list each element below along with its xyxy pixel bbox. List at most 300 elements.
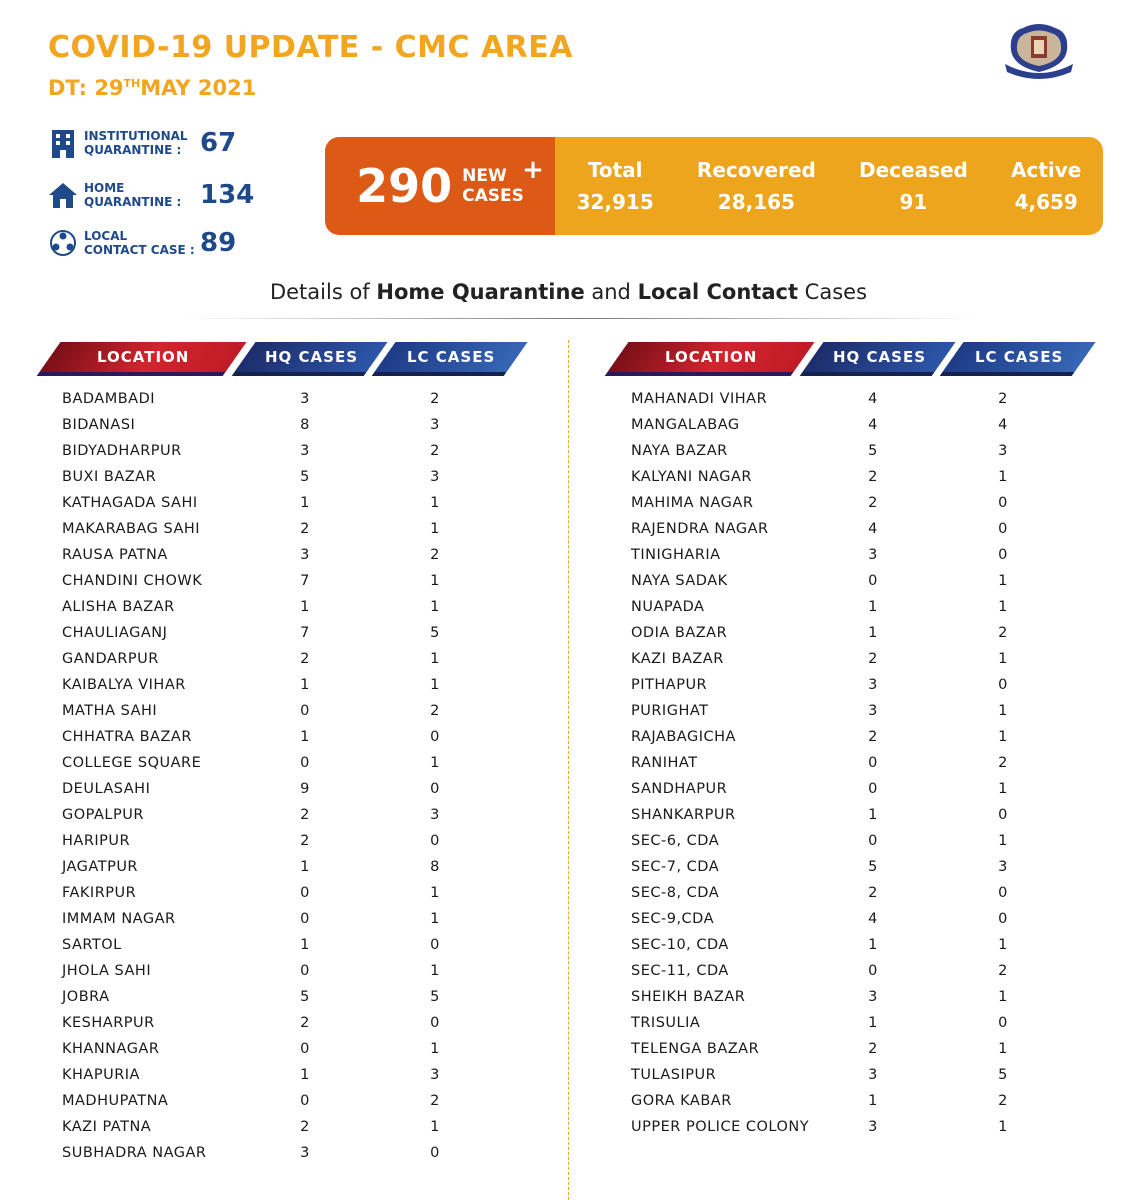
location-cell: KAIBALYA VIHAR <box>62 677 186 693</box>
table-row <box>631 755 1111 781</box>
location-cell: COLLEGE SQUARE <box>62 755 202 771</box>
report-date <box>48 76 256 100</box>
lc-cases-cell: 3 <box>430 807 440 823</box>
table-row <box>62 833 542 859</box>
table-row <box>62 495 542 521</box>
table-row <box>62 703 542 729</box>
location-cell: SEC-8, CDA <box>631 885 720 901</box>
lc-cases-cell: 2 <box>430 391 440 407</box>
hq-cases-cell: 2 <box>300 1015 310 1031</box>
hq-cases-cell: 0 <box>300 963 310 979</box>
stat-value: 91 <box>899 190 928 214</box>
hq-cases-cell: 2 <box>868 1041 878 1057</box>
location-cell: SHANKARPUR <box>631 807 736 823</box>
location-cell: SEC-7, CDA <box>631 859 720 875</box>
building-icon <box>48 128 78 158</box>
lc-cases-cell: 2 <box>430 547 440 563</box>
location-cell: JOBRA <box>62 989 110 1005</box>
hq-cases-cell: 3 <box>868 677 878 693</box>
local-value: 89 <box>200 228 237 258</box>
table-row <box>62 1093 542 1119</box>
hq-cases-cell: 4 <box>868 417 878 433</box>
hq-cases-cell: 2 <box>868 885 878 901</box>
hq-cases-cell: 0 <box>300 1093 310 1109</box>
location-cell: MAHANADI VIHAR <box>631 391 768 407</box>
lc-cases-cell: 1 <box>430 677 440 693</box>
lc-cases-cell: 5 <box>998 1067 1008 1083</box>
lc-cases-cell: 2 <box>430 1093 440 1109</box>
lc-cases-cell: 1 <box>998 703 1008 719</box>
lc-cases-cell: 2 <box>998 963 1008 979</box>
table-row <box>631 911 1111 937</box>
lc-cases-cell: 1 <box>430 963 440 979</box>
cases-banner <box>325 137 1103 235</box>
hq-cases-cell: 0 <box>868 573 878 589</box>
table-row <box>62 469 542 495</box>
lc-cases-cell: 1 <box>430 521 440 537</box>
hq-cases-cell: 1 <box>868 625 878 641</box>
location-cell: BIDANASI <box>62 417 136 433</box>
local-label-line1: LOCAL <box>84 229 128 243</box>
location-cell: NAYA BAZAR <box>631 443 728 459</box>
location-cell: TELENGA BAZAR <box>631 1041 760 1057</box>
lc-cases-cell: 0 <box>430 833 440 849</box>
home-value: 134 <box>200 180 255 210</box>
table-row <box>631 677 1111 703</box>
lc-cases-cell: 1 <box>430 599 440 615</box>
table-row <box>62 521 542 547</box>
stat-total <box>577 158 654 214</box>
location-cell: ODIA BAZAR <box>631 625 728 641</box>
institutional-label-line2: QUARANTINE : <box>84 143 182 157</box>
location-cell: MAHIMA NAGAR <box>631 495 754 511</box>
local-label <box>84 229 200 257</box>
table-row <box>631 729 1111 755</box>
table-row <box>631 651 1111 677</box>
location-cell: SEC-11, CDA <box>631 963 729 979</box>
lc-cases-cell: 1 <box>998 781 1008 797</box>
hq-cases-cell: 2 <box>868 651 878 667</box>
table-row <box>631 1041 1111 1067</box>
table-row <box>631 599 1111 625</box>
hq-cases-cell: 8 <box>300 417 310 433</box>
location-cell: KHAPURIA <box>62 1067 140 1083</box>
header-lc-cases <box>374 342 527 372</box>
lc-cases-cell: 1 <box>430 495 440 511</box>
location-cell: SANDHAPUR <box>631 781 728 797</box>
hq-cases-cell: 7 <box>300 573 310 589</box>
stat-label: Deceased <box>858 158 968 182</box>
new-cases-label <box>462 155 544 206</box>
subtitle-part: Details of <box>269 280 377 304</box>
lc-cases-cell: 1 <box>998 651 1008 667</box>
location-cell: MADHUPATNA <box>62 1093 169 1109</box>
table-row <box>631 391 1111 417</box>
table-row <box>62 1067 542 1093</box>
table-row <box>62 989 542 1015</box>
location-cell: MANGALABAG <box>631 417 740 433</box>
header-location <box>39 342 246 372</box>
location-cell: UPPER POLICE COLONY <box>631 1119 810 1135</box>
header-hq-label: HQ CASES <box>832 348 926 366</box>
lc-cases-cell: 4 <box>998 417 1008 433</box>
table-row <box>62 677 542 703</box>
lc-cases-cell: 5 <box>430 625 440 641</box>
lc-cases-cell: 5 <box>430 989 440 1005</box>
hq-cases-cell: 2 <box>300 521 310 537</box>
hq-cases-cell: 5 <box>868 443 878 459</box>
location-cell: KAZI PATNA <box>62 1119 152 1135</box>
lc-cases-cell: 0 <box>430 1015 440 1031</box>
location-cell: HARIPUR <box>62 833 131 849</box>
hq-cases-cell: 7 <box>300 625 310 641</box>
header-location-label: LOCATION <box>664 348 758 366</box>
hq-cases-cell: 0 <box>868 755 878 771</box>
hq-cases-cell: 0 <box>868 833 878 849</box>
plus-icon: + <box>522 155 544 185</box>
table-row <box>62 859 542 885</box>
table-row <box>62 417 542 443</box>
hq-cases-cell: 0 <box>300 1041 310 1057</box>
table-row <box>631 625 1111 651</box>
home-label-line2: QUARANTINE : <box>84 195 182 209</box>
location-cell: RAUSA PATNA <box>62 547 168 563</box>
table-row <box>631 417 1111 443</box>
contacts-icon <box>48 228 78 258</box>
cmc-logo-icon <box>1003 20 1075 80</box>
hq-cases-cell: 5 <box>868 859 878 875</box>
table-row <box>631 859 1111 885</box>
date-suffix-th: TH <box>123 77 141 90</box>
hq-cases-cell: 2 <box>300 651 310 667</box>
lc-cases-cell: 0 <box>998 547 1008 563</box>
home-quarantine <box>48 180 254 210</box>
lc-cases-cell: 3 <box>998 443 1008 459</box>
lc-cases-cell: 1 <box>998 1041 1008 1057</box>
hq-cases-cell: 0 <box>300 703 310 719</box>
table-row <box>62 1015 542 1041</box>
new-cases-label-line2: CASES <box>462 186 524 206</box>
hq-cases-cell: 0 <box>868 963 878 979</box>
table-row <box>631 573 1111 599</box>
lc-cases-cell: 1 <box>430 573 440 589</box>
location-cell: GANDARPUR <box>62 651 159 667</box>
subtitle-bold-hq: Home Quarantine <box>376 280 585 304</box>
hq-cases-cell: 1 <box>868 1093 878 1109</box>
location-cell: DEULASAHI <box>62 781 151 797</box>
hq-cases-cell: 1 <box>300 937 310 953</box>
location-cell: MATHA SAHI <box>62 703 158 719</box>
header-hq-label: HQ CASES <box>264 348 358 366</box>
institutional-value: 67 <box>200 128 237 158</box>
table-row <box>62 573 542 599</box>
location-cell: MAKARABAG SAHI <box>62 521 201 537</box>
lc-cases-cell: 1 <box>998 469 1008 485</box>
lc-cases-cell: 1 <box>430 755 440 771</box>
location-cell: PURIGHAT <box>631 703 709 719</box>
lc-cases-cell: 3 <box>430 417 440 433</box>
hq-cases-cell: 2 <box>868 495 878 511</box>
lc-cases-cell: 3 <box>998 859 1008 875</box>
table-row <box>631 989 1111 1015</box>
table-row <box>631 547 1111 573</box>
lc-cases-cell: 1 <box>998 937 1008 953</box>
lc-cases-cell: 1 <box>998 573 1008 589</box>
location-cell: BUXI BAZAR <box>62 469 157 485</box>
table-row <box>631 469 1111 495</box>
lc-cases-cell: 0 <box>430 781 440 797</box>
date-rest: MAY 2021 <box>140 76 257 100</box>
subtitle-part: Cases <box>798 280 868 304</box>
location-cell: KESHARPUR <box>62 1015 155 1031</box>
location-cell: KALYANI NAGAR <box>631 469 752 485</box>
lc-cases-cell: 0 <box>430 937 440 953</box>
stat-active <box>1011 158 1081 214</box>
stat-label: Total <box>587 158 643 182</box>
hq-cases-cell: 5 <box>300 469 310 485</box>
lc-cases-cell: 3 <box>430 1067 440 1083</box>
table-row <box>62 781 542 807</box>
hq-cases-cell: 3 <box>868 1067 878 1083</box>
hq-cases-cell: 1 <box>300 1067 310 1083</box>
hq-cases-cell: 2 <box>868 469 878 485</box>
table-row <box>62 729 542 755</box>
lc-cases-cell: 2 <box>998 625 1008 641</box>
lc-cases-cell: 0 <box>998 885 1008 901</box>
stat-value: 4,659 <box>1014 190 1078 214</box>
location-cell: TINIGHARIA <box>631 547 721 563</box>
table-row <box>631 1015 1111 1041</box>
lc-cases-cell: 2 <box>998 391 1008 407</box>
hq-cases-cell: 3 <box>300 547 310 563</box>
location-cell: IMMAM NAGAR <box>62 911 176 927</box>
hq-cases-cell: 9 <box>300 781 310 797</box>
location-cell: NAYA SADAK <box>631 573 728 589</box>
hq-cases-cell: 1 <box>868 807 878 823</box>
hq-cases-cell: 2 <box>300 1119 310 1135</box>
institutional-label-line1: INSTITUTIONAL <box>84 129 188 143</box>
location-cell: SUBHADRA NAGAR <box>62 1145 207 1161</box>
location-cell: SEC-9,CDA <box>631 911 715 927</box>
institutional-label <box>84 129 200 157</box>
lc-cases-cell: 0 <box>998 807 1008 823</box>
lc-cases-cell: 1 <box>998 1119 1008 1135</box>
lc-cases-cell: 1 <box>998 729 1008 745</box>
lc-cases-cell: 0 <box>430 1145 440 1161</box>
location-cell: CHANDINI CHOWK <box>62 573 203 589</box>
hq-cases-cell: 2 <box>300 807 310 823</box>
table-subtitle <box>0 280 1137 304</box>
table-row <box>631 833 1111 859</box>
home-label <box>84 181 200 209</box>
hq-cases-cell: 1 <box>868 599 878 615</box>
lc-cases-cell: 1 <box>430 911 440 927</box>
table-row <box>631 495 1111 521</box>
header-location <box>607 342 814 372</box>
lc-cases-cell: 1 <box>998 989 1008 1005</box>
hq-cases-cell: 3 <box>300 391 310 407</box>
hq-cases-cell: 3 <box>868 989 878 1005</box>
table-row <box>62 391 542 417</box>
header-hq-cases <box>234 342 387 372</box>
lc-cases-cell: 1 <box>430 885 440 901</box>
location-cell: CHAULIAGANJ <box>62 625 168 641</box>
table-row <box>62 807 542 833</box>
location-cell: GORA KABAR <box>631 1093 732 1109</box>
location-cell: SHEIKH BAZAR <box>631 989 746 1005</box>
stat-deceased <box>859 158 968 214</box>
lc-cases-cell: 0 <box>998 495 1008 511</box>
table-row <box>631 781 1111 807</box>
location-cell: ALISHA BAZAR <box>62 599 175 615</box>
hq-cases-cell: 1 <box>868 937 878 953</box>
table-row <box>62 755 542 781</box>
hq-cases-cell: 5 <box>300 989 310 1005</box>
location-cell: TRISULIA <box>631 1015 701 1031</box>
lc-cases-cell: 2 <box>998 755 1008 771</box>
institutional-quarantine <box>48 128 236 158</box>
table-row <box>631 703 1111 729</box>
lc-cases-cell: 0 <box>430 729 440 745</box>
hq-cases-cell: 0 <box>300 755 310 771</box>
hq-cases-cell: 4 <box>868 521 878 537</box>
location-cell: SEC-10, CDA <box>631 937 729 953</box>
location-cell: JHOLA SAHI <box>62 963 152 979</box>
table-row <box>631 443 1111 469</box>
header-lc-label: LC CASES <box>406 348 496 366</box>
header-location-label: LOCATION <box>96 348 190 366</box>
lc-cases-cell: 1 <box>430 651 440 667</box>
hq-cases-cell: 3 <box>868 547 878 563</box>
location-cell: BIDYADHARPUR <box>62 443 182 459</box>
table-row <box>62 937 542 963</box>
header-hq-cases <box>802 342 955 372</box>
subtitle-bold-lc: Local Contact <box>637 280 798 304</box>
table-row <box>62 547 542 573</box>
location-cell: BADAMBADI <box>62 391 156 407</box>
date-prefix: DT: 29 <box>48 76 124 100</box>
hq-cases-cell: 1 <box>300 859 310 875</box>
location-cell: FAKIRPUR <box>62 885 137 901</box>
hq-cases-cell: 3 <box>300 1145 310 1161</box>
column-divider <box>568 340 570 1200</box>
table-row <box>631 1067 1111 1093</box>
table-row <box>631 1093 1111 1119</box>
home-icon <box>48 180 78 210</box>
header-lc-cases <box>942 342 1095 372</box>
stat-value: 32,915 <box>576 190 654 214</box>
hq-cases-cell: 4 <box>868 911 878 927</box>
hq-cases-cell: 3 <box>868 1119 878 1135</box>
hq-cases-cell: 1 <box>868 1015 878 1031</box>
subtitle-part: and <box>584 280 638 304</box>
location-cell: KAZI BAZAR <box>631 651 724 667</box>
table-row <box>62 443 542 469</box>
hq-cases-cell: 1 <box>300 495 310 511</box>
stats-block <box>555 137 1103 235</box>
lc-cases-cell: 1 <box>430 1119 440 1135</box>
hq-cases-cell: 4 <box>868 391 878 407</box>
location-cell: RAJENDRA NAGAR <box>631 521 769 537</box>
table-row <box>62 1145 542 1171</box>
table-row <box>62 963 542 989</box>
lc-cases-cell: 1 <box>430 1041 440 1057</box>
location-cell: RANIHAT <box>631 755 698 771</box>
hq-cases-cell: 1 <box>300 677 310 693</box>
hq-cases-cell: 3 <box>300 443 310 459</box>
local-label-line2: CONTACT CASE : <box>84 243 195 257</box>
lc-cases-cell: 8 <box>430 859 440 875</box>
table-row <box>62 885 542 911</box>
new-cases-count: 290 <box>356 159 453 213</box>
location-cell: GOPALPUR <box>62 807 144 823</box>
location-cell: NUAPADA <box>631 599 705 615</box>
stat-label: Recovered <box>696 158 816 182</box>
location-cell: KATHAGADA SAHI <box>62 495 198 511</box>
lc-cases-cell: 0 <box>998 521 1008 537</box>
hq-cases-cell: 0 <box>300 911 310 927</box>
hq-cases-cell: 3 <box>868 703 878 719</box>
lc-cases-cell: 2 <box>430 703 440 719</box>
lc-cases-cell: 2 <box>998 1093 1008 1109</box>
stat-value: 28,165 <box>717 190 795 214</box>
hq-cases-cell: 0 <box>300 885 310 901</box>
table-row <box>631 807 1111 833</box>
page-title: COVID-19 UPDATE - CMC AREA <box>48 30 573 65</box>
table-row <box>631 521 1111 547</box>
lc-cases-cell: 0 <box>998 911 1008 927</box>
table-row <box>631 937 1111 963</box>
stat-recovered <box>697 158 816 214</box>
lc-cases-cell: 1 <box>998 833 1008 849</box>
location-cell: CHHATRA BAZAR <box>62 729 192 745</box>
home-label-line1: HOME <box>84 181 125 195</box>
hq-cases-cell: 2 <box>868 729 878 745</box>
location-cell: SARTOL <box>62 937 122 953</box>
location-cell: SEC-6, CDA <box>631 833 720 849</box>
header-lc-label: LC CASES <box>974 348 1064 366</box>
table-row <box>62 1119 542 1145</box>
table-row <box>631 963 1111 989</box>
lc-cases-cell: 0 <box>998 677 1008 693</box>
lc-cases-cell: 0 <box>998 1015 1008 1031</box>
stat-label: Active <box>1011 158 1082 182</box>
new-cases-block <box>325 137 555 235</box>
lc-cases-cell: 3 <box>430 469 440 485</box>
lc-cases-cell: 2 <box>430 443 440 459</box>
location-cell: JAGATPUR <box>62 859 139 875</box>
table-row <box>62 599 542 625</box>
location-cell: PITHAPUR <box>631 677 708 693</box>
hq-cases-cell: 1 <box>300 729 310 745</box>
location-cell: RAJABAGICHA <box>631 729 736 745</box>
table-row <box>62 651 542 677</box>
hq-cases-cell: 2 <box>300 833 310 849</box>
lc-cases-cell: 1 <box>998 599 1008 615</box>
table-row <box>62 625 542 651</box>
local-contact <box>48 228 236 258</box>
hq-cases-cell: 0 <box>868 781 878 797</box>
hq-cases-cell: 1 <box>300 599 310 615</box>
location-cell: TULASIPUR <box>631 1067 717 1083</box>
table-row <box>631 885 1111 911</box>
new-cases-label-line1: NEW <box>462 166 507 186</box>
location-cell: KHANNAGAR <box>62 1041 160 1057</box>
table-row <box>631 1119 1111 1145</box>
subtitle-divider <box>180 318 980 319</box>
table-row <box>62 1041 542 1067</box>
table-row <box>62 911 542 937</box>
